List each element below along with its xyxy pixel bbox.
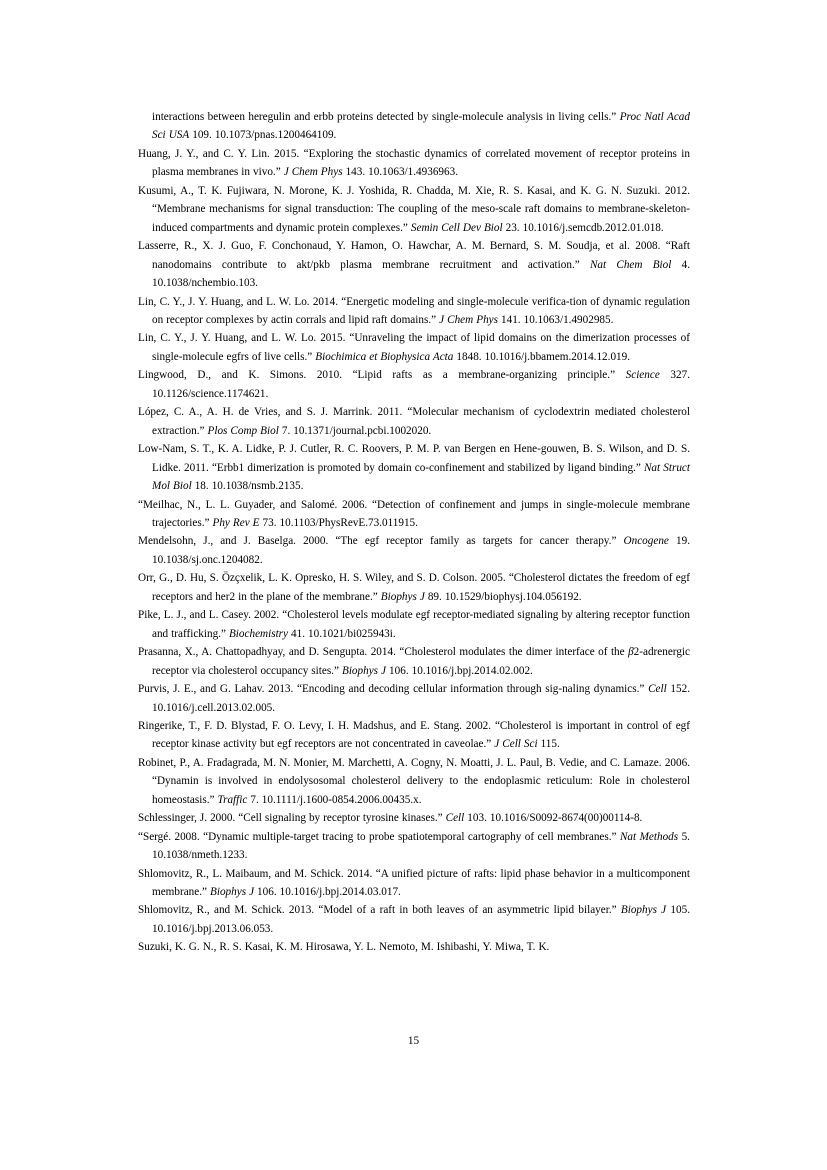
bibliography-entry: “Meilhac, N., L. L. Guyader, and Salomé. 2006. “Detection of confinement and jumps in single-molecule membrane trajectories.” Phy Rev E 73. 10.1103/PhysRevE.73.011915. <box>138 498 690 529</box>
bibliography-entry: Low-Nam, S. T., K. A. Lidke, P. J. Cutler, R. C. Roovers, P. M. P. van Bergen en Hene-gouwen, B. S. Wilson, and D. S. Lidke. 2011. “Erbb1 dimerization is promoted by domain co-confinement and stabilized by ligand binding.” Nat Struct Mol Biol 18. 10.1038/nsmb.2135. <box>138 443 690 493</box>
bibliography-entry: López, C. A., A. H. de Vries, and S. J. Marrink. 2011. “Molecular mechanism of cyclodextrin mediated cholesterol extraction.” Plos Comp Biol 7. 10.1371/journal.pcbi.1002020. <box>138 406 690 437</box>
bibliography-entry: Lin, C. Y., J. Y. Huang, and L. W. Lo. 2015. “Unraveling the impact of lipid domains on the dimerization processes of single-molecule egfrs of live cells.” Biochimica et Biophysica Acta 1848. 10.1016/j.bbamem.2014.12.019. <box>138 332 690 363</box>
bibliography-entry: Robinet, P., A. Fradagrada, M. N. Monier, M. Marchetti, A. Cogny, N. Moatti, J. L. Paul, B. Vedie, and C. Lamaze. 2006. “Dynamin is involved in endolysosomal cholesterol delivery to the endoplasmic reticulum: Role in cholesterol homeostasis.” Traffic 7. 10.1111/j.1600-0854.2006.00435.x. <box>138 756 690 806</box>
bibliography-list <box>138 108 690 957</box>
bibliography-entry: Prasanna, X., A. Chattopadhyay, and D. Sengupta. 2014. “Cholesterol modulates the dimer interface of the β2-adrenergic receptor via cholesterol occupancy sites.” Biophys J 106. 10.1016/j.bpj.2014.02.002. <box>138 646 690 677</box>
bibliography-entry: Kusumi, A., T. K. Fujiwara, N. Morone, K. J. Yoshida, R. Chadda, M. Xie, R. S. Kasai, and K. G. N. Suzuki. 2012. “Membrane mechanisms for signal transduction: The coupling of the meso-scale raft domains to membrane-skeleton-induced compartments and dynamic protein complexes.” Semin Cell Dev Biol 23. 10.1016/j.semcdb.2012.01.018. <box>138 184 690 234</box>
bibliography-entry: Ringerike, T., F. D. Blystad, F. O. Levy, I. H. Madshus, and E. Stang. 2002. “Cholesterol is important in control of egf receptor kinase activity but egf receptors are not concentrated in caveolae.” J Cell Sci 115. <box>138 719 690 751</box>
page-number: 15 <box>407 1035 420 1047</box>
bibliography-entry: Huang, J. Y., and C. Y. Lin. 2015. “Exploring the stochastic dynamics of correlated movement of receptor proteins in plasma membranes in vivo.” J Chem Phys 143. 10.1063/1.4936963. <box>138 147 690 179</box>
bibliography-entry: Orr, G., D. Hu, S. Özçxelik, L. K. Opresko, H. S. Wiley, and S. D. Colson. 2005. “Cholesterol dictates the freedom of egf receptors and her2 in the plane of the membrane.” Biophys J 89. 10.1529/biophysj.104.056192. <box>138 572 690 603</box>
bibliography-entry: Schlessinger, J. 2000. “Cell signaling by receptor tyrosine kinases.” Cell 103. 10.1016/S0092-8674(00)00114-8. <box>138 812 643 825</box>
bibliography-entry: “Sergé. 2008. “Dynamic multiple-target tracing to probe spatiotemporal cartography of cell membranes.” Nat Methods 5. 10.1038/nmeth.1233. <box>138 830 690 862</box>
bibliography-entry: Mendelsohn, J., and J. Baselga. 2000. “The egf receptor family as targets for cancer therapy.” Oncogene 19. 10.1038/sj.onc.1204082. <box>138 535 690 566</box>
bibliography-entry: Suzuki, K. G. N., R. S. Kasai, K. M. Hirosawa, Y. L. Nemoto, M. Ishibashi, Y. Miwa, T. K. <box>138 941 550 954</box>
bibliography-entry: Shlomovitz, R., and M. Schick. 2013. “Model of a raft in both leaves of an asymmetric lipid bilayer.” Biophys J 105. 10.1016/j.bpj.2013.06.053. <box>138 904 691 935</box>
bibliography-entry: Purvis, J. E., and G. Lahav. 2013. “Encoding and decoding cellular information through sig-naling dynamics.” Cell 152. 10.1016/j.cell.2013.02.005. <box>138 683 690 714</box>
bibliography-entry: Lin, C. Y., J. Y. Huang, and L. W. Lo. 2014. “Energetic modeling and single-molecule verifica-tion of dynamic regulation on receptor complexes by actin corrals and lipid raft domains.” J Chem Phys 141. 10.1063/1.4902985. <box>138 295 690 326</box>
bibliography-entry: Lasserre, R., X. J. Guo, F. Conchonaud, Y. Hamon, O. Hawchar, A. M. Bernard, S. M. Soudja, et al. 2008. “Raft nanodomains contribute to akt/pkb plasma membrane recruitment and activation.” Nat Chem Biol 4. 10.1038/nchembio.103. <box>138 240 691 290</box>
bibliography-entry: Shlomovitz, R., L. Maibaum, and M. Schick. 2014. “A unified picture of rafts: lipid phase behavior in a multicomponent membrane.” Biophys J 106. 10.1016/j.bpj.2014.03.017. <box>138 867 690 899</box>
bibliography-entry: Lingwood, D., and K. Simons. 2010. “Lipid rafts as a membrane-organizing principle.” Science 327. 10.1126/science.1174621. <box>138 369 690 400</box>
bibliography-entry: Pike, L. J., and L. Casey. 2002. “Cholesterol levels modulate egf receptor-mediated signaling by altering receptor function and trafficking.” Biochemistry 41. 10.1021/bi025943i. <box>138 609 690 640</box>
bibliography-entry: interactions between heregulin and erbb proteins detected by single-molecule analysis in living cells.” Proc Natl Acad Sci USA 109. 10.1073/pnas.1200464109. <box>152 111 690 142</box>
